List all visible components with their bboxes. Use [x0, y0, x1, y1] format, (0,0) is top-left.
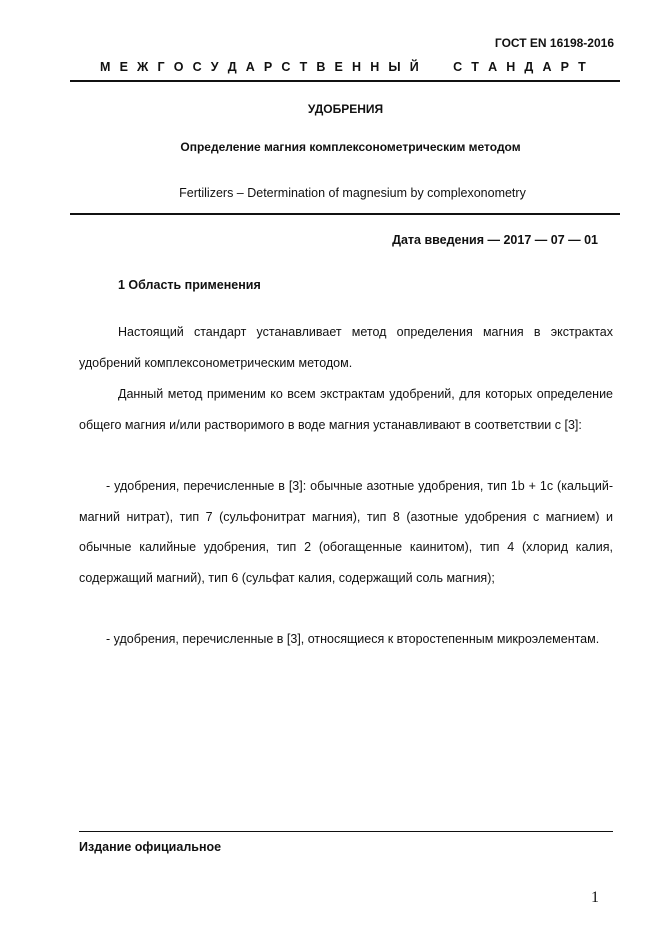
document-subtitle: Определение магния комплексонометрическим методом — [180, 140, 521, 154]
page-number: 1 — [591, 889, 599, 906]
list-item: - удобрения, перечисленные в [3], относящиеся к второстепенным микроэлементам. — [106, 632, 600, 646]
paragraph: Настоящий стандарт устанавливает метод определения магния в экстрактах удобрений комплексонометрическим методом. — [79, 325, 613, 370]
interstate-standard-label: М Е Ж Г О С У Д А Р С Т В Е Н Н Ы Й С Т А Н Д А Р Т — [100, 60, 586, 74]
footer-rule — [79, 831, 613, 832]
standard-code: ГОСТ EN 16198-2016 — [494, 36, 614, 50]
header-rule — [70, 80, 620, 82]
list-item: - удобрения, перечисленные в [3]: обычные азотные удобрения, тип 1b + 1c (кальций-магний нитрат), тип 7 (сульфонитрат магния), тип 8 (азотные удобрения с магнием) и обычные калийные удобрения, тип 2 (обогащенные каинитом), тип 4 (хлорид калия, содержащий магний), тип 6 (сульфат калия, содержащий соль магния); — [79, 479, 613, 585]
edition-label: Издание официальное — [79, 840, 222, 854]
paragraph: Данный метод применим ко всем экстрактам удобрений, для которых определение общего магния и/или растворимого в воде магния устанавливают в соответствии с [3]: — [79, 387, 613, 432]
introduction-date: Дата введения — 2017 — 07 — 01 — [392, 233, 598, 247]
section-heading: 1 Область применения — [118, 278, 261, 292]
document-title: УДОБРЕНИЯ — [307, 102, 384, 116]
english-title: Fertilizers – Determination of magnesium by complexonometry — [179, 186, 526, 200]
title-rule — [70, 213, 620, 215]
